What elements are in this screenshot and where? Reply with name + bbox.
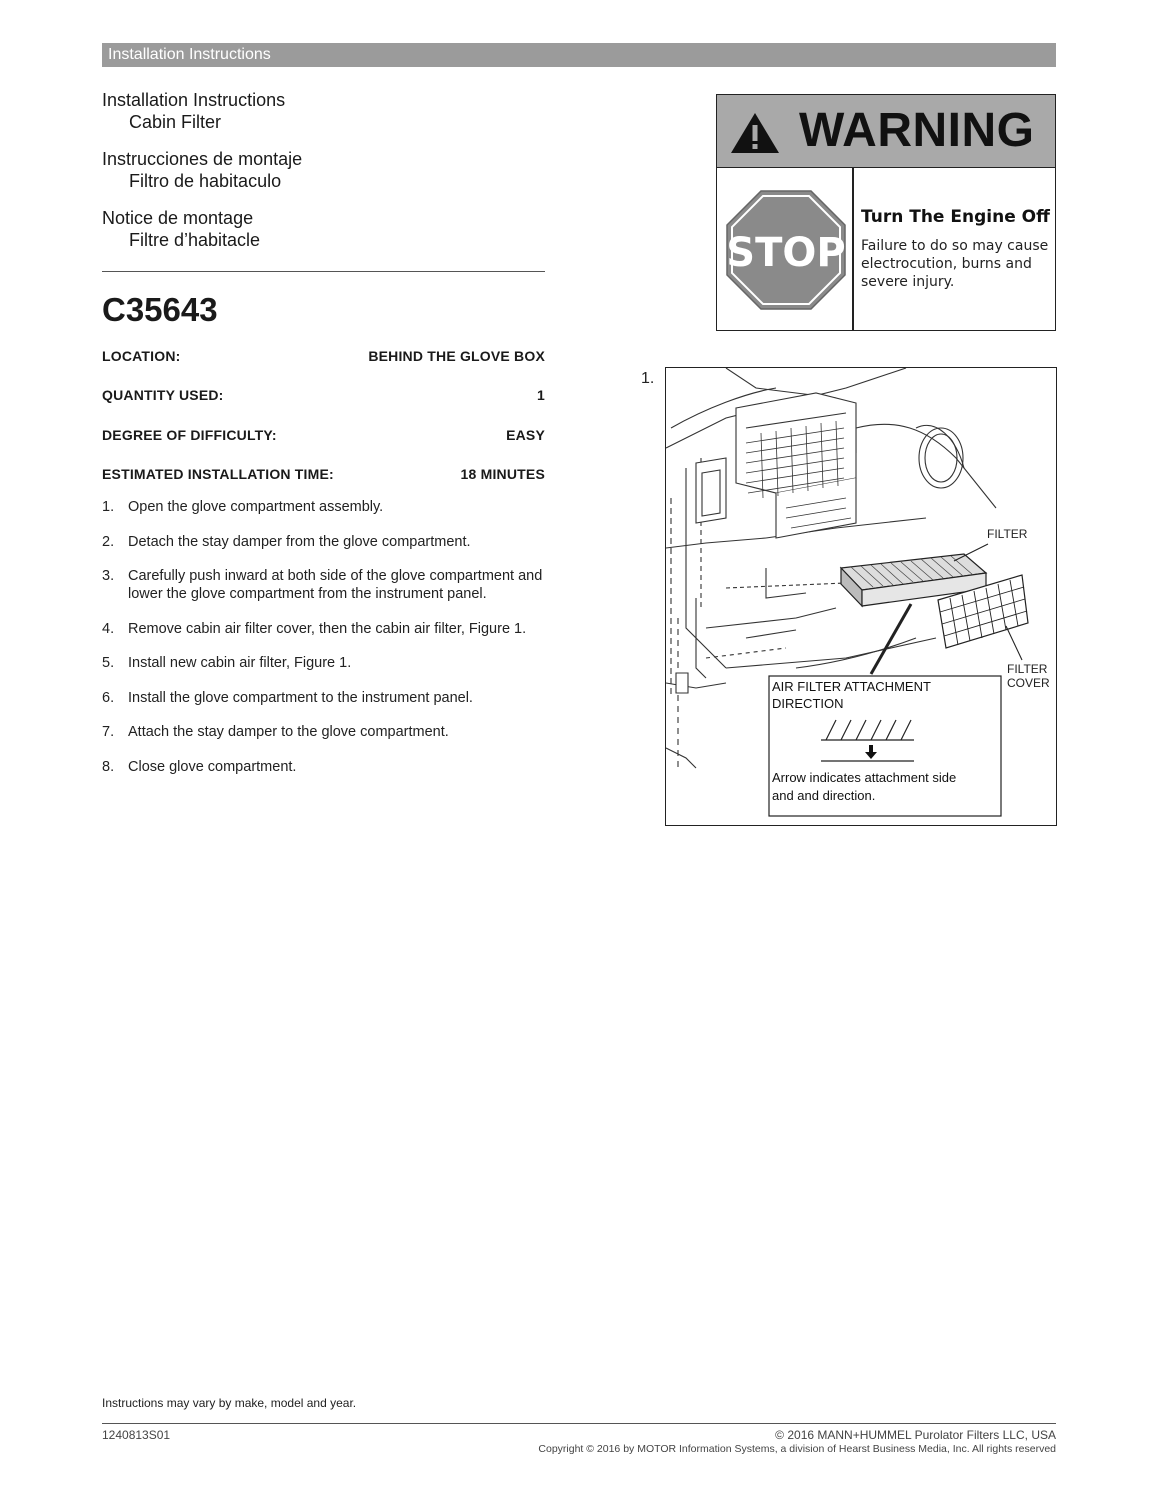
step-item (102, 689, 562, 707)
step-number: 7. (102, 724, 115, 740)
language-title: Notice de montage (102, 208, 254, 228)
language-block-fr (102, 207, 260, 251)
warning-band (717, 95, 1055, 168)
step-item (102, 567, 562, 603)
warning-heading: Turn The Engine Off (861, 207, 1050, 227)
attachment-box-note-line1: Arrow indicates attachment side (772, 770, 957, 785)
spec-label: QUANTITY USED: (102, 387, 224, 403)
copyright-line-1: © 2016 MANN+HUMMEL Purolator Filters LLC, USA (775, 1428, 1056, 1442)
step-text: Detach the stay damper from the glove compartment. (128, 533, 471, 550)
spec-value: 1 (537, 387, 545, 403)
attachment-box-title-line1: AIR FILTER ATTACHMENT (772, 679, 931, 694)
figure-1 (665, 367, 1057, 826)
step-number: 3. (102, 568, 115, 584)
steps-list (102, 498, 562, 792)
attachment-box-title-line2: DIRECTION (772, 696, 844, 711)
step-text: Close glove compartment. (128, 758, 297, 775)
spec-label: DEGREE OF DIFFICULTY: (102, 427, 277, 443)
figure-label-cover-line2: COVER (1007, 676, 1050, 690)
stop-sign-icon (725, 189, 847, 311)
language-subtitle: Cabin Filter (129, 112, 222, 132)
footer-divider (102, 1423, 1056, 1424)
header-bar (102, 43, 1056, 67)
part-number: C35643 (102, 291, 218, 328)
figure-number: 1. (641, 370, 655, 387)
language-subtitle: Filtre d’habitacle (129, 230, 261, 250)
step-text: Carefully push inward at both side of the glove compartment and lower the glove compartment from the instrument panel. (128, 568, 543, 602)
step-item (102, 654, 562, 672)
copyright-line-2: Copyright © 2016 by MOTOR Information Systems, a division of Hearst Business Media, Inc. All rights reserved (538, 1443, 1056, 1455)
spec-value: BEHIND THE GLOVE BOX (368, 348, 545, 364)
cabin-filter-illustration (666, 368, 1056, 825)
step-number: 8. (102, 758, 115, 775)
step-text: Remove cabin air filter cover, then the cabin air filter, Figure 1. (128, 620, 527, 637)
step-text: Install the glove compartment to the instrument panel. (128, 689, 473, 706)
step-item (102, 533, 562, 551)
warning-body: Failure to do so may cause electrocution, burns and severe injury. (861, 238, 1049, 290)
figure-label-filter: FILTER (987, 527, 1028, 541)
spec-label: ESTIMATED INSTALLATION TIME: (102, 466, 334, 482)
header-title: Installation Instructions (108, 46, 271, 63)
language-title: Installation Instructions (102, 90, 286, 110)
warning-title: WARNING (799, 104, 1035, 157)
step-item (102, 758, 562, 776)
warning-divider (852, 168, 854, 330)
divider (102, 271, 545, 272)
step-number: 2. (102, 533, 115, 550)
warning-triangle-icon (729, 111, 781, 155)
step-text: Open the glove compartment assembly. (128, 499, 384, 515)
step-item (102, 620, 562, 638)
stop-sign-text: STOP (726, 230, 846, 276)
figure-label-cover-line1: FILTER (1007, 662, 1048, 676)
step-text: Attach the stay damper to the glove compartment. (128, 724, 449, 740)
language-subtitle: Filtro de habitaculo (129, 171, 282, 191)
spec-value: 18 MINUTES (460, 466, 545, 482)
spec-label: LOCATION: (102, 348, 181, 364)
step-number: 4. (102, 620, 115, 637)
step-item (102, 723, 562, 741)
language-block-en (102, 89, 285, 133)
step-number: 1. (102, 499, 115, 515)
footer-note: Instructions may vary by make, model and year. (102, 1396, 357, 1410)
step-number: 5. (102, 655, 115, 671)
spec-value: EASY (506, 427, 545, 443)
language-title: Instrucciones de montaje (102, 149, 303, 169)
step-text: Install new cabin air filter, Figure 1. (128, 655, 352, 671)
step-number: 6. (102, 689, 115, 706)
warning-box (716, 94, 1056, 331)
language-block-es (102, 148, 302, 192)
attachment-box-note-line2: and and direction. (772, 788, 876, 803)
document-id: 1240813S01 (102, 1428, 171, 1442)
step-item (102, 498, 562, 516)
